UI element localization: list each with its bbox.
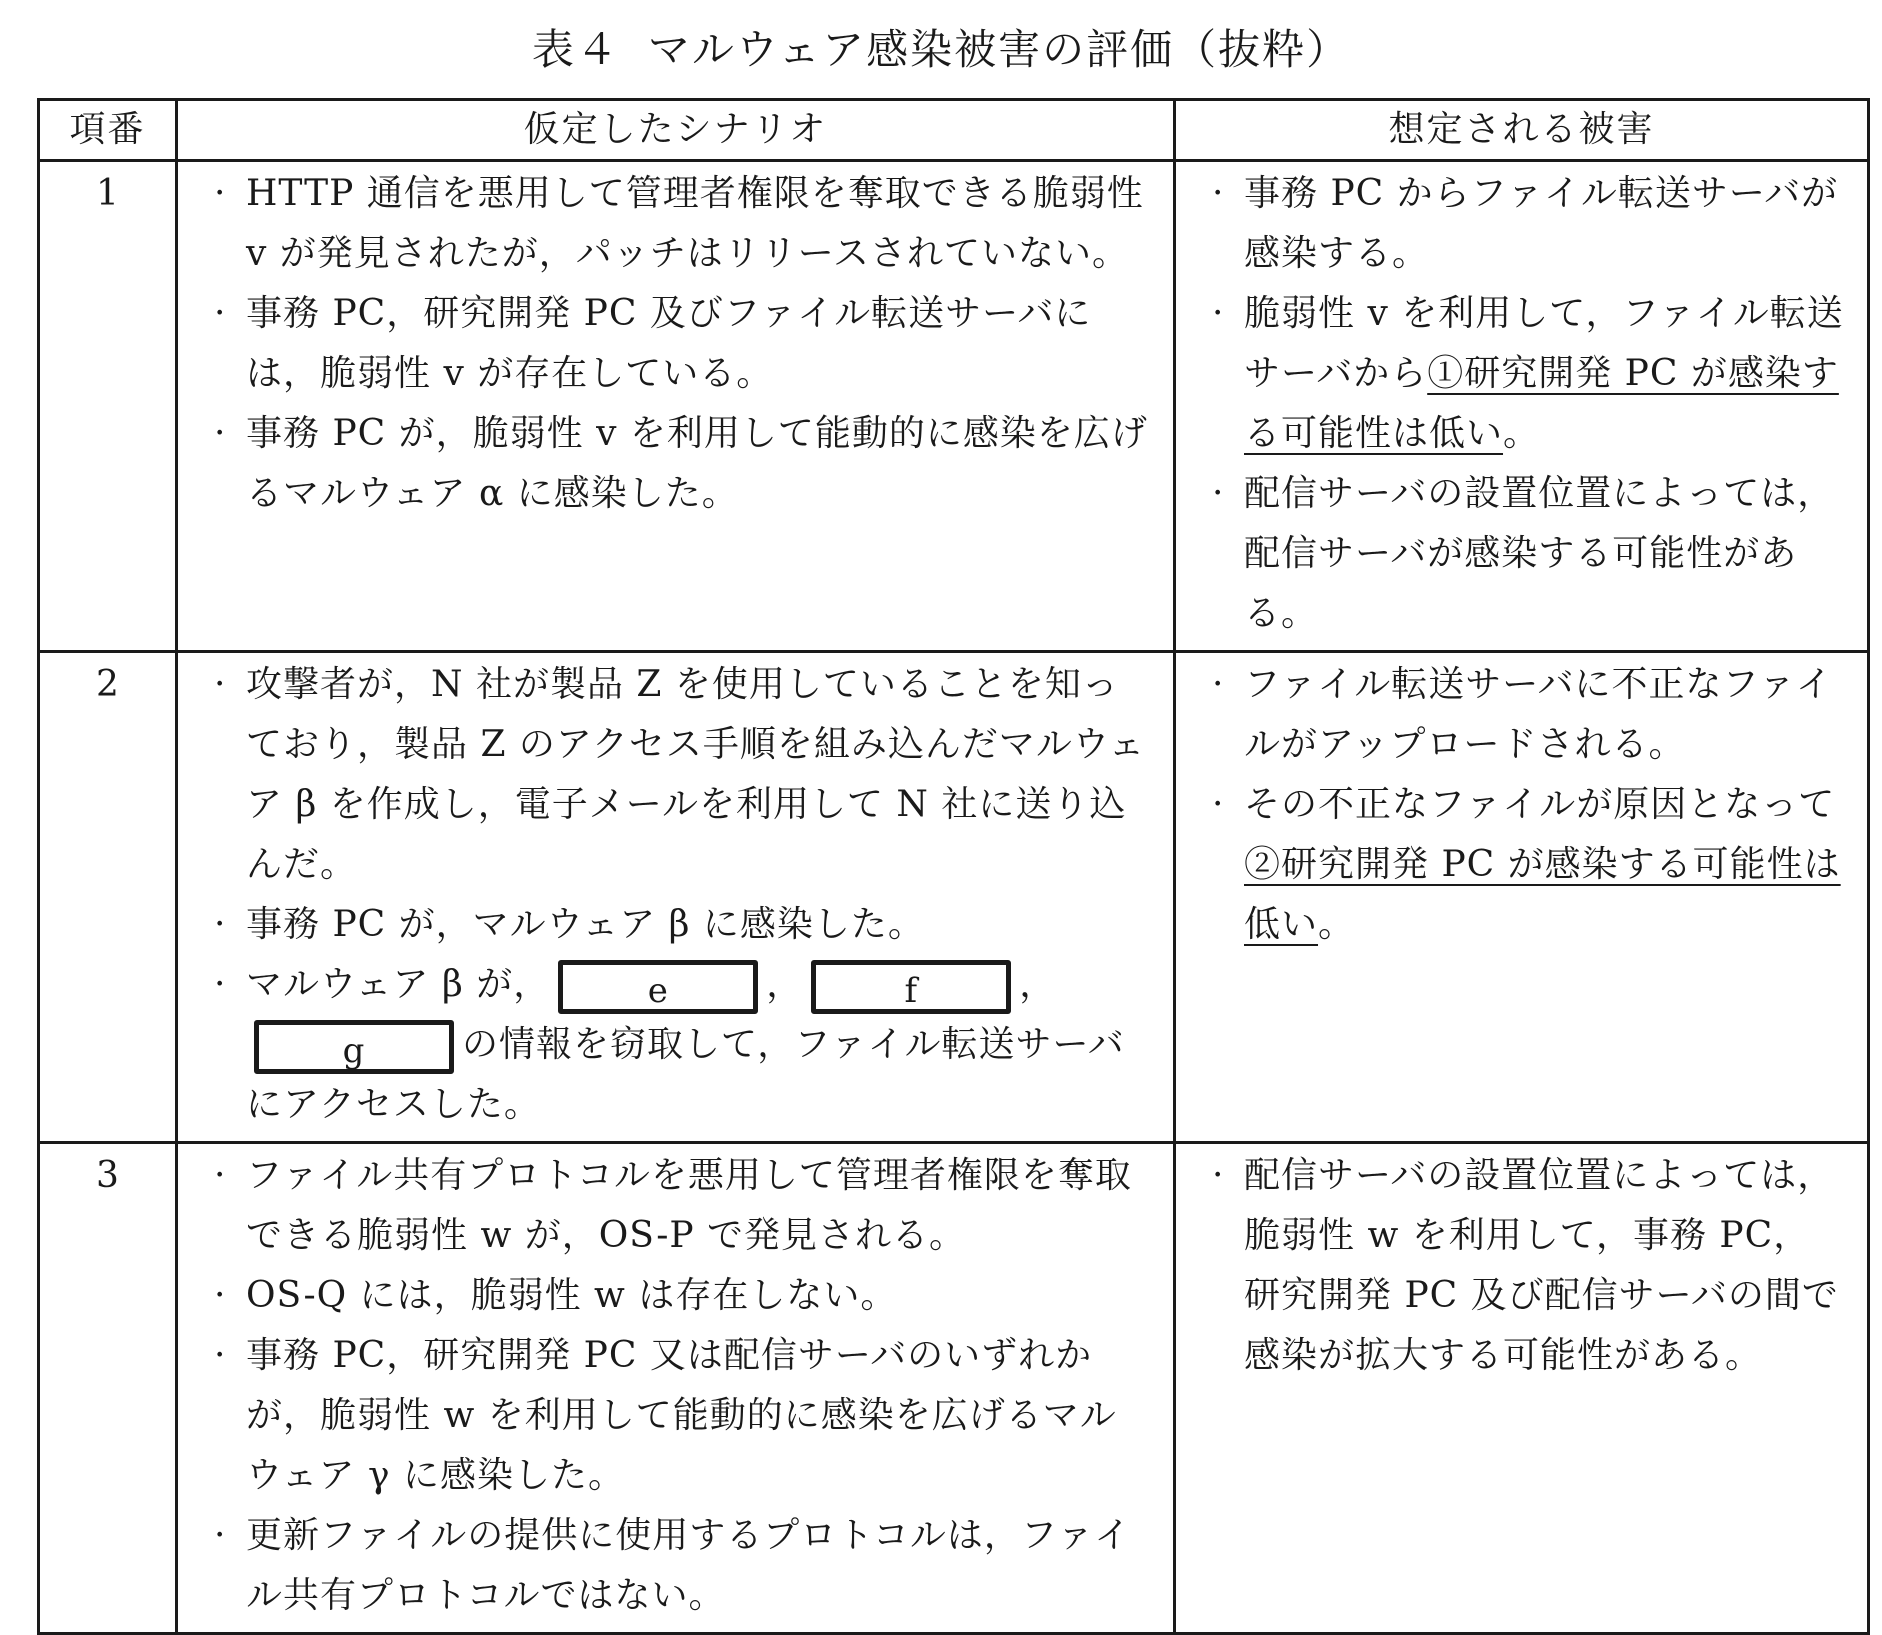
scenario-item: · OS-Q には，脆弱性 w は存在しない。 [212,1266,1153,1326]
scenario-item [212,955,1153,1135]
scenario-item: · 事務 PC，研究開発 PC 又は配信サーバのいずれかが，脆弱性 w を利用して能動的に感染を広げるマルウェア γ に感染した。 [212,1326,1153,1506]
damage-text: 。 [1318,904,1356,945]
scenario-item: · 攻撃者が，N 社が製品 Z を使用していることを知っており，製品 Z のアクセス手順を組み込んだマルウェア β を作成し，電子メールを利用して N 社に送り込んだ。 [212,655,1153,895]
separator: ， [766,964,804,1005]
damage-text: 。 [1503,413,1541,454]
table-number: 表４ [531,25,620,74]
row-number: 3 [39,1143,177,1634]
scenario-item: · 事務 PC が，マルウェア β に感染した。 [212,895,1153,955]
scenario-item: · ファイル共有プロトコルを悪用して管理者権限を奪取できる脆弱性 w が，OS-P で発見される。 [212,1146,1153,1266]
row-number: 1 [39,161,177,652]
underlined-phrase-1: ①研究開発 PC が感染する可能性は低い [1244,353,1839,454]
row-number: 2 [39,652,177,1143]
damage-cell [1175,161,1869,652]
separator: ， [1019,964,1057,1005]
blank-f-box: f [811,960,1011,1014]
scenario-item: · HTTP 通信を悪用して管理者権限を奪取できる脆弱性 v が発見されたが，パッチはリリースされていない。 [212,164,1153,284]
damage-text: その不正なファイルが原因となって [1244,784,1836,825]
header-row [39,100,1869,161]
table-title: マルウェア感染被害の評価（抜粋） [647,25,1351,74]
damage-item: · ファイル転送サーバに不正なファイルがアップロードされる。 [1210,655,1847,775]
blank-g-box: g [254,1020,454,1074]
damage-cell [1175,1143,1869,1634]
underlined-phrase-2: ②研究開発 PC が感染する可能性は低い [1244,844,1841,945]
scenario-item: · 事務 PC が，脆弱性 v を利用して能動的に感染を広げるマルウェア α に感染した。 [212,404,1153,524]
scenario-text: マルウェア β が， [246,964,551,1005]
damage-item [1210,284,1847,464]
scenario-item: · 事務 PC，研究開発 PC 及びファイル転送サーバには，脆弱性 v が存在している。 [212,284,1153,404]
blank-e-box: e [558,960,758,1014]
table-row [39,1143,1869,1634]
damage-text: 脆弱性 v を利用して，ファイル転送サーバから [1244,293,1844,394]
damage-cell [1175,652,1869,1143]
header-damage: 想定される被害 [1175,100,1869,161]
scenario-cell [177,161,1175,652]
scenario-cell [177,1143,1175,1634]
scenario-item: · 更新ファイルの提供に使用するプロトコルは，ファイル共有プロトコルではない。 [212,1506,1153,1626]
table-row [39,652,1869,1143]
table-row [39,161,1869,652]
damage-item [1210,775,1847,955]
scenario-cell [177,652,1175,1143]
malware-damage-table [37,98,1870,1635]
scenario-text: の情報を窃取して，ファイル転送サーバにアクセスした。 [246,1024,1125,1125]
table-caption [0,22,1882,78]
damage-item: · 事務 PC からファイル転送サーバが感染する。 [1210,164,1847,284]
header-scenario: 仮定したシナリオ [177,100,1175,161]
header-no: 項番 [39,100,177,161]
damage-item: · 配信サーバの設置位置によっては，配信サーバが感染する可能性がある。 [1210,464,1847,644]
damage-item: · 配信サーバの設置位置によっては，脆弱性 w を利用して，事務 PC，研究開発 PC 及び配信サーバの間で感染が拡大する可能性がある。 [1210,1146,1847,1386]
